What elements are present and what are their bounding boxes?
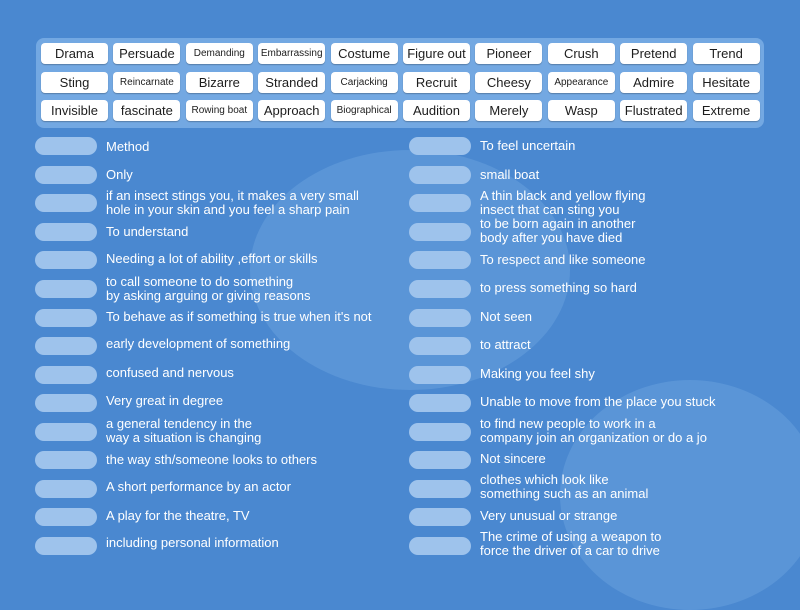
answer-slot[interactable]	[35, 223, 97, 241]
answer-slot[interactable]	[409, 223, 471, 241]
word-tile[interactable]: Cheesy	[475, 72, 542, 93]
word-tile[interactable]: Embarrassing	[258, 43, 325, 64]
clue-text: To feel uncertain	[480, 138, 576, 153]
word-tile[interactable]: Admire	[620, 72, 687, 93]
clue-text: A thin black and yellow flying insect that can sting you	[480, 188, 646, 217]
answer-slot[interactable]	[35, 251, 97, 269]
word-tile[interactable]: Rowing boat	[186, 100, 253, 121]
answer-slot[interactable]	[409, 337, 471, 355]
clue-text: the way sth/someone looks to others	[106, 452, 318, 467]
answer-slot[interactable]	[35, 423, 97, 441]
word-tile[interactable]: Crush	[548, 43, 615, 64]
answer-slot[interactable]	[409, 309, 471, 327]
word-tile[interactable]: Bizarre	[186, 72, 253, 93]
clue-text: clothes which look like something such as an animal	[480, 472, 649, 501]
answer-slot[interactable]	[35, 337, 97, 355]
answer-slot[interactable]	[35, 194, 97, 212]
word-bank	[36, 38, 764, 128]
answer-slot[interactable]	[35, 366, 97, 384]
clue-text: Not seen	[480, 309, 533, 324]
word-tile[interactable]: Recruit	[403, 72, 470, 93]
answer-slot[interactable]	[35, 451, 97, 469]
answer-slot[interactable]	[409, 480, 471, 498]
word-tile[interactable]: Invisible	[41, 100, 108, 121]
clue-text: to attract	[480, 337, 531, 352]
word-tile[interactable]: Approach	[258, 100, 325, 121]
word-tile[interactable]: Audition	[403, 100, 470, 121]
clue-text: Not sincere	[480, 451, 546, 466]
clue-text: confused and nervous	[106, 365, 234, 380]
clue-text: To respect and like someone	[480, 252, 646, 267]
word-tile[interactable]: Sting	[41, 72, 108, 93]
answer-slot[interactable]	[35, 309, 97, 327]
word-tile[interactable]: Pretend	[620, 43, 687, 64]
clue-text: The crime of using a weapon to force the driver of a car to drive	[480, 529, 662, 558]
clue-text: if an insect stings you, it makes a very small hole in your skin and you feel a sharp pain	[106, 188, 359, 217]
word-tile[interactable]: Appearance	[548, 72, 615, 93]
clue-text: A short performance by an actor	[106, 479, 291, 494]
answer-slot[interactable]	[409, 137, 471, 155]
clue-text: to press something so hard	[480, 280, 637, 295]
answer-slot[interactable]	[409, 166, 471, 184]
answer-slot[interactable]	[409, 280, 471, 298]
answer-slot[interactable]	[35, 508, 97, 526]
clue-text: A play for the theatre, TV	[106, 508, 250, 523]
clue-text: to find new people to work in a company join an organization or do a jo	[480, 416, 707, 445]
background-shape	[250, 150, 570, 390]
word-tile[interactable]: Biographical	[331, 100, 398, 121]
answer-slot[interactable]	[409, 537, 471, 555]
clue-text: To behave as if something is true when it's not	[106, 309, 372, 324]
answer-slot[interactable]	[409, 366, 471, 384]
clue-text: Very unusual or strange	[480, 508, 618, 523]
word-tile[interactable]: Reincarnate	[113, 72, 180, 93]
clue-text: small boat	[480, 167, 540, 182]
answer-slot[interactable]	[35, 394, 97, 412]
word-tile[interactable]: Merely	[475, 100, 542, 121]
clue-text: to call someone to do something by asking arguing or giving reasons	[106, 274, 311, 303]
clue-text: Method	[106, 139, 150, 154]
answer-slot[interactable]	[409, 508, 471, 526]
answer-slot[interactable]	[35, 280, 97, 298]
word-tile[interactable]: Persuade	[113, 43, 180, 64]
clue-text: Making you feel shy	[480, 366, 595, 381]
clue-text: To understand	[106, 224, 189, 239]
clue-text: Only	[106, 167, 133, 182]
answer-slot[interactable]	[35, 137, 97, 155]
word-tile[interactable]: Demanding	[186, 43, 253, 64]
word-tile[interactable]: Flustrated	[620, 100, 687, 121]
clue-text: Unable to move from the place you stuck	[480, 394, 716, 409]
answer-slot[interactable]	[35, 480, 97, 498]
clue-text: to be born again in another body after you have died	[480, 216, 636, 245]
word-tile[interactable]: Carjacking	[331, 72, 398, 93]
word-tile[interactable]: Extreme	[693, 100, 760, 121]
word-tile[interactable]: Stranded	[258, 72, 325, 93]
word-tile[interactable]: Hesitate	[693, 72, 760, 93]
clue-text: a general tendency in the way a situation is changing	[106, 416, 262, 445]
word-tile[interactable]: fascinate	[113, 100, 180, 121]
word-tile[interactable]: Figure out	[403, 43, 470, 64]
word-tile[interactable]: Trend	[693, 43, 760, 64]
answer-slot[interactable]	[409, 251, 471, 269]
answer-slot[interactable]	[409, 394, 471, 412]
answer-slot[interactable]	[35, 537, 97, 555]
word-tile[interactable]: Drama	[41, 43, 108, 64]
word-tile[interactable]: Costume	[331, 43, 398, 64]
answer-slot[interactable]	[35, 166, 97, 184]
word-tile[interactable]: Wasp	[548, 100, 615, 121]
clue-text: Very great in degree	[106, 393, 224, 408]
clue-text: early development of something	[106, 336, 291, 351]
word-tile[interactable]: Pioneer	[475, 43, 542, 64]
clue-text: including personal information	[106, 535, 279, 550]
answer-slot[interactable]	[409, 194, 471, 212]
answer-slot[interactable]	[409, 451, 471, 469]
answer-slot[interactable]	[409, 423, 471, 441]
clue-text: Needing a lot of ability ,effort or skills	[106, 251, 318, 266]
